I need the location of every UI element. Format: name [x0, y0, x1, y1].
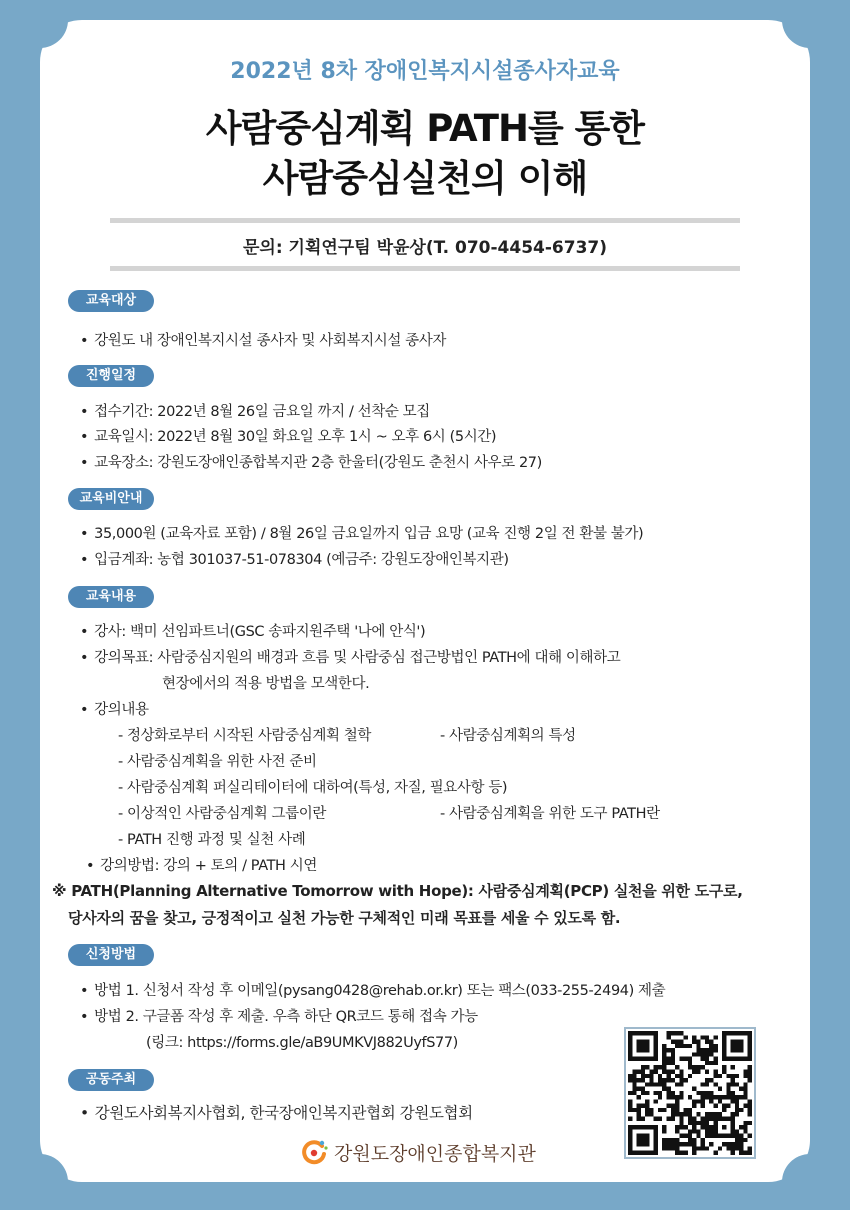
host-item: • 강원도사회복지사협회, 한국장애인복지관협회 강원도협회: [80, 1101, 473, 1123]
schedule-item: • 교육일시: 2022년 8월 30일 화요일 오후 1시 ~ 오후 6시 (5시간): [80, 425, 496, 446]
fee-item: • 입금계좌: 농협 301037-51-078304 (예금주: 강원도장애인복지관): [80, 548, 509, 569]
curriculum-item: - 사람중심계획을 위한 도구 PATH란: [440, 806, 660, 822]
curriculum-item: - PATH 진행 과정 및 실천 사례: [118, 832, 306, 848]
org-logo-icon: [300, 1138, 328, 1166]
divider: [110, 266, 740, 271]
section-badge-host: 공동주최: [68, 1069, 154, 1091]
poster-title-line1: 사람중심계획 PATH를 통한: [205, 107, 645, 150]
curriculum-item: - 사람중심계획을 위한 사전 준비: [118, 754, 317, 770]
section-badge-apply: 신청방법: [68, 944, 154, 966]
org-logo-text: 강원도장애인종합복지관: [334, 1142, 536, 1165]
corner-notch: [782, 0, 838, 48]
curriculum-item: - 이상적인 사람중심계획 그룹이란: [118, 806, 326, 822]
course-method: • 강의방법: 강의 + 토의 / PATH 시연: [86, 854, 317, 875]
section-badge-target: 교육대상: [68, 290, 154, 312]
curriculum-item: - 사람중심계획의 특성: [440, 728, 576, 744]
section-badge-fee: 교육비안내: [68, 488, 154, 510]
apply-item: • 방법 2. 구글폼 작성 후 제출. 우측 하단 QR코드 통해 접속 가능: [80, 1005, 478, 1026]
qr-code-icon[interactable]: [624, 1027, 756, 1159]
target-item: • 강원도 내 장애인복지시설 종사자 및 사회복지시설 종사자: [80, 329, 446, 350]
curriculum-item: - 정상화로부터 시작된 사람중심계획 철학: [118, 728, 371, 744]
google-form-link[interactable]: (링크: https://forms.gle/aB9UMKVJ882UyfS77): [146, 1035, 458, 1051]
section-badge-content: 교육내용: [68, 586, 154, 608]
curriculum-label: • 강의내용: [80, 698, 149, 719]
apply-item: • 방법 1. 신청서 작성 후 이메일(pysang0428@rehab.or.kr) 또는 팩스(033-255-2494) 제출: [80, 979, 665, 1000]
path-note-cont: 당사자의 꿈을 찾고, 긍정적이고 실천 가능한 구체적인 미래 목표를 세울 수 있도록 함.: [68, 909, 621, 927]
schedule-item: • 교육장소: 강원도장애인종합복지관 2층 한울터(강원도 춘천시 사우로 27): [80, 451, 542, 472]
poster-subtitle: 2022년 8차 장애인복지시설종사자교육: [230, 59, 620, 84]
divider: [110, 218, 740, 223]
schedule-item: • 접수기간: 2022년 8월 26일 금요일 까지 / 선착순 모집: [80, 400, 430, 421]
section-badge-schedule: 진행일정: [68, 365, 154, 387]
fee-item: • 35,000원 (교육자료 포함) / 8월 26일 금요일까지 입금 요망 (교육 진행 2일 전 환불 불가): [80, 522, 643, 543]
contact-info: 문의: 기획연구팀 박윤상(T. 070-4454-6737): [242, 238, 607, 258]
course-goal-cont: 현장에서의 적용 방법을 모색한다.: [162, 676, 370, 692]
org-logo: [300, 1138, 536, 1166]
instructor: • 강사: 백미 선임파트너(GSC 송파지원주택 '나에 안식'): [80, 620, 425, 641]
course-goal: • 강의목표: 사람중심지원의 배경과 흐름 및 사람중심 접근방법인 PATH에 대해 이해하고: [80, 646, 620, 667]
poster-title-line2: 사람중심실천의 이해: [262, 157, 588, 200]
path-note: ※ PATH(Planning Alternative Tomorrow with Hope): 사람중심계획(PCP) 실천을 위한 도구로,: [52, 882, 743, 900]
curriculum-item: - 사람중심계획 퍼실리테이터에 대하여(특성, 자질, 필요사항 등): [118, 780, 508, 796]
